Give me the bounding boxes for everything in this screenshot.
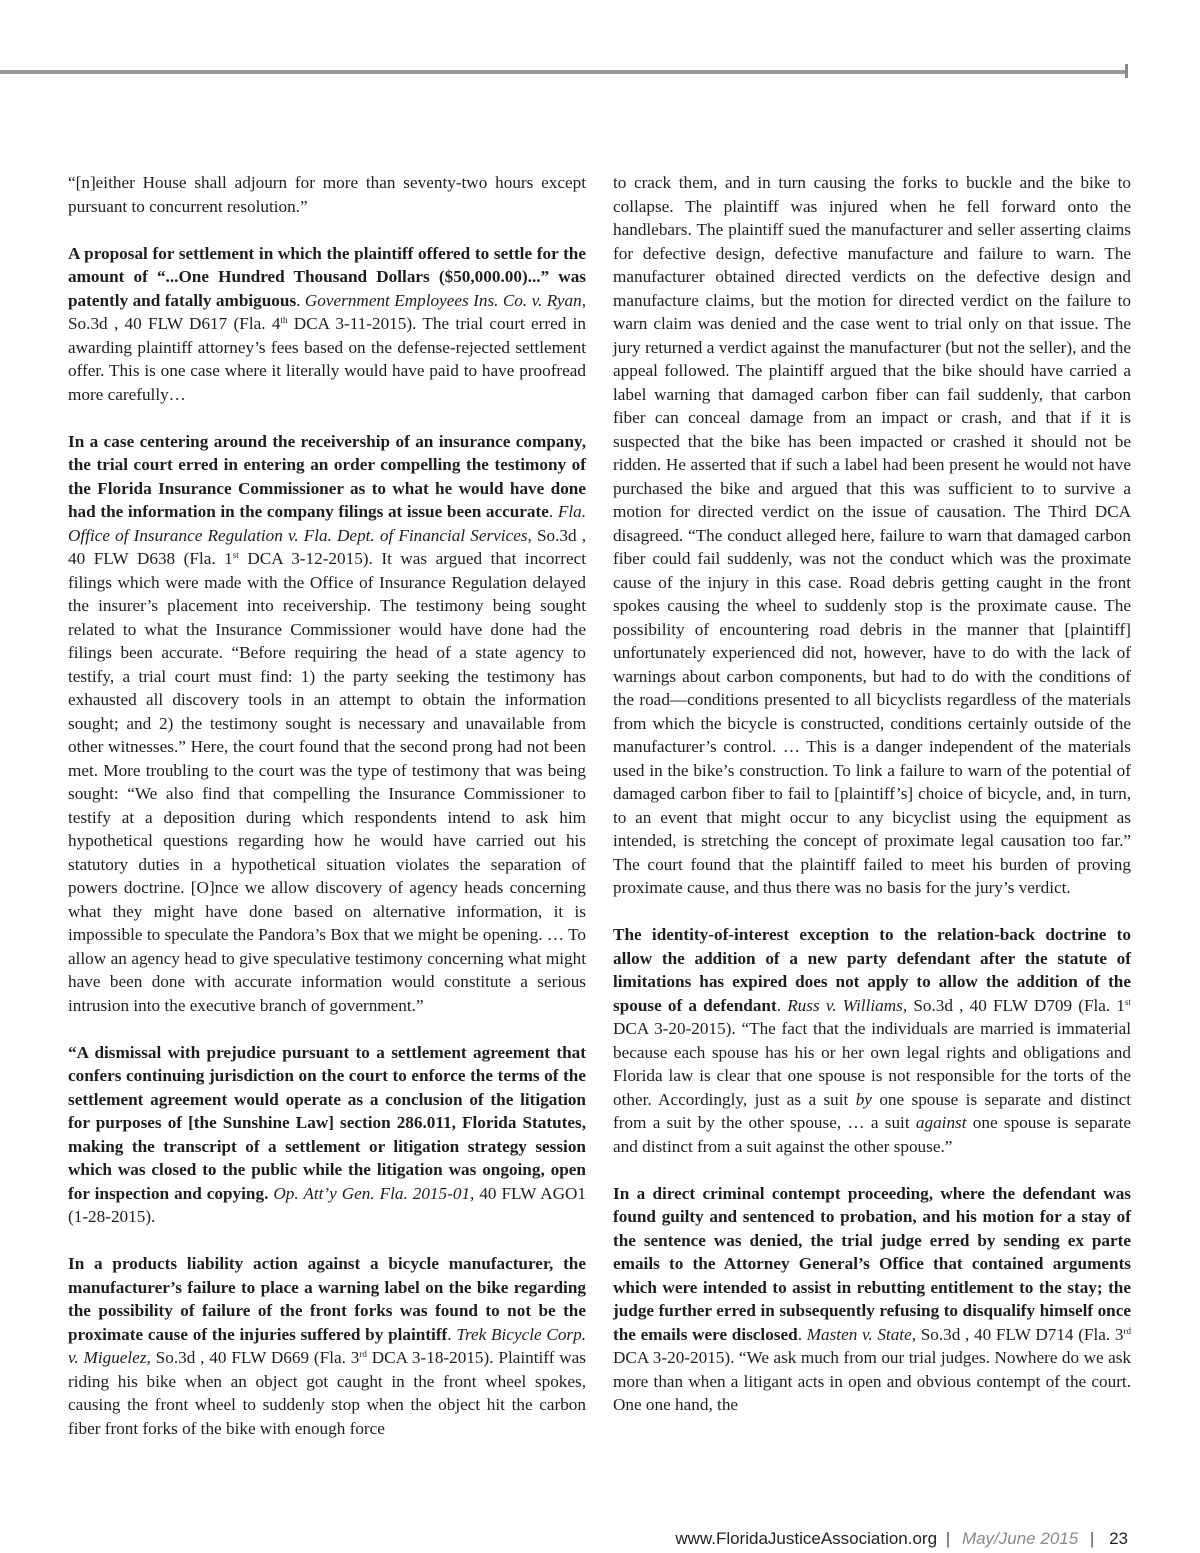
ordinal-suffix: rd (359, 1349, 367, 1359)
body-text: , So.3d , 40 FLW D617 (Fla. 4 (68, 290, 586, 333)
header-rule (0, 70, 1127, 74)
article-paragraph (613, 171, 1131, 900)
footer-separator: | (1089, 1529, 1095, 1548)
page-number: 23 (1109, 1529, 1128, 1548)
body-text: DCA 3-18-2015). Plaintiff was riding his bike when an object got caught in the front wheel spokes, causing the front wheel to suddenly stop when the object hit the carbon fiber front forks of the bike with enough force (68, 1348, 586, 1438)
holding-summary: In a products liability action against a bicycle manufacturer, the manufacturer’s failure to place a warning label on the bike regarding the possibility of failure of the front forks was found to not be the proximate cause of the injuries suffered by plaintiff (68, 1254, 586, 1344)
ordinal-suffix: th (280, 315, 288, 325)
article-paragraph (68, 242, 586, 407)
body-text: . (548, 502, 558, 521)
body-text: . (776, 995, 788, 1015)
holding-summary: “A dismissal with prejudice pursuant to a settlement agreement that confers continuing jurisdiction on the court to enforce the terms of the settlement agreement would operate as a conclusion of the litigation for purposes of [the Sunshine Law] section 286.011, Florida Statutes, making the transcript of a settlement or litigation strategy session which was closed to the public while the litigation was ongoing, open for inspection and copying. (68, 1042, 586, 1203)
holding-summary: The identity-of-interest exception to the relation-back doctrine to allow the addition of a new party defendant after the statute of limitations has expired does not apply to allow the addition of the spouse of a defendant (613, 925, 1131, 1015)
body-text: , So.3d , 40 FLW D714 (Fla. 3 (911, 1324, 1124, 1344)
article-paragraph (68, 430, 586, 1018)
ordinal-suffix: st (1124, 996, 1131, 1007)
holding-summary: A proposal for settlement in which the plaintiff offered to settle for the amount of “...One Hundred Thousand Dollars ($50,000.00)...” was patently and fatally ambiguous (68, 243, 586, 310)
body-text: one spouse is separate and distinct from a suit by the other spouse, … a suit (613, 1089, 1131, 1132)
body-text: 40 FLW AGO1 (1-28-2015). (68, 1183, 587, 1226)
case-citation: against (915, 1113, 967, 1132)
holding-summary: In a direct criminal contempt proceeding, where the defendant was found guilty and sentenced to probation, and his motion for a stay of the sentence was denied, the trial judge erred by sending ex parte emails to the Attorney General’s Office that contained arguments which were intended to assist in rebutting entitlement to the stay; the judge further erred in subsequently refusing to disqualify himself once the emails were disclosed (613, 1183, 1131, 1344)
article-paragraph (613, 923, 1131, 1158)
body-text: . (296, 290, 305, 310)
article-paragraph (68, 171, 586, 218)
body-text: DCA 3-12-2015). It was argued that incorrect filings which were made with the Office of Insurance Regulation delayed the insurer’s placement into receivership. The testimony being sought related to what the Insurance Commissioner would have done had the filings been accurate. “Before requiring the head of a state agency to testify, a trial court must find: 1) the party seeking the testimony has exhausted all discovery tools in an attempt to obtain the information sought; and 2) the testimony sought is necessary and unavailable from other witnesses.” Here, the court found that the second prong had not been met. More troubling to the court was the type of testimony that was being sought: “We also find that compelling the Insurance Commissioner to testify at a deposition during which respondents intend to ask him hypothetical questions regarding how he would have carried out his statutory duties in a hypothetical situation violates the separation of powers doctrine. [O]nce we allow discovery of agency heads concerning what they might have done based on alternative information, it is impossible to speculate the Pandora’s Box that we might be opening. … To allow an agency head to give speculative testimony concerning what might have been done with accurate information would constitute a serious intrusion into the executive branch of government.” (68, 549, 586, 1015)
header-rule-endcap (1125, 64, 1128, 78)
body-text: , So.3d , 40 FLW D709 (Fla. 1 (902, 995, 1125, 1015)
footer-website: www.FloridaJusticeAssociation.org (675, 1529, 938, 1548)
body-text: , So.3d , 40 FLW D638 (Fla. 1 (68, 525, 587, 568)
body-text: , So.3d , 40 FLW D669 (Fla. 3 (146, 1348, 360, 1367)
case-citation: Masten v. State (806, 1324, 912, 1344)
case-citation: Russ v. Williams (787, 995, 903, 1015)
left-column (68, 171, 586, 1440)
right-column (613, 171, 1131, 1417)
body-text: DCA 3-20-2015). “The fact that the individuals are married is immaterial because each spouse has his or her own legal rights and obligations and Florida law is clear that one spouse is not responsible for the torts of the other. Accordingly, just as a suit (613, 1019, 1131, 1109)
case-citation: Fla. Office of Insurance Regulation v. Fla. Dept. of Financial Services (68, 502, 587, 545)
body-text: . (797, 1324, 807, 1344)
case-citation: Trek Bicycle Corp. v. Miguelez (68, 1324, 586, 1367)
article-paragraph (68, 1041, 586, 1229)
ordinal-suffix: rd (1123, 1325, 1131, 1336)
page-footer (675, 1529, 1128, 1549)
case-citation: Government Employees Ins. Co. v. Ryan (304, 290, 582, 310)
article-paragraph (613, 1182, 1131, 1417)
body-text: one spouse is separate and distinct from a suit against the other spouse.” (613, 1113, 1131, 1156)
holding-summary: In a case centering around the receivership of an insurance company, the trial court erred in entering an order compelling the testimony of the Florida Insurance Commissioner as to what he would have done had the information in the company filings at issue been accurate (68, 431, 586, 521)
body-text: . (447, 1324, 457, 1344)
body-text: DCA 3-20-2015). “We ask much from our trial judges. Nowhere do we ask more than when a litigant acts in open and obvious contempt of the court. One one hand, the (613, 1348, 1131, 1414)
ordinal-suffix: st (232, 550, 239, 560)
body-text: DCA 3-11-2015). The trial court erred in awarding plaintiff attorney’s fees based on the defense-rejected settlement offer. This is one case where it literally would have paid to have proofread more carefully… (68, 314, 586, 404)
footer-issue-date: May/June 2015 (961, 1529, 1079, 1548)
case-citation: Op. Att’y Gen. Fla. 2015-01, (273, 1183, 475, 1203)
body-text: “[n]either House shall adjourn for more than seventy-two hours except pursuant to concurrent resolution.” (68, 173, 586, 216)
footer-separator: | (945, 1529, 951, 1548)
article-paragraph (68, 1252, 586, 1440)
case-citation: by (855, 1089, 872, 1109)
body-text: to crack them, and in turn causing the forks to buckle and the bike to collapse. The plaintiff was injured when he fell forward onto the handlebars. The plaintiff sued the manufacturer and seller asserting claims for defective design, defective manufacture and failure to warn. The manufacturer obtained directed verdicts on the defective design and manufacture claims, but the motion for directed verdict on the failure to warn claim was denied and the case went to trial only on that issue. The jury returned a verdict against the manufacturer (but not the seller), and the appeal followed. The plaintiff argued that the bike should have carried a label warning that damaged carbon fiber can fail suddenly, that carbon fiber can conceal damage from an impact or crash, and that if it is suspected that the bike has been impacted or crashed it should not be ridden. He asserted that if such a label had been present he would not have purchased the bike and argued that this was sufficient to to survive a motion for directed verdict on the issue of causation. The Third DCA disagreed. “The conduct alleged here, failure to warn that damaged carbon fiber could fail suddenly, was not the conduct which was the proximate cause of the injury in this case. Road debris getting caught in the front spokes causing the wheel to suddenly stop is the proximate cause. The possibility of encountering road debris in the manner that [plaintiff] unfortunately experienced did not, however, have to do with the lack of warnings about carbon components, but had to do with the conditions of the road—conditions presented to all bicyclists regardless of the materials from which the bicycle is constructed, conditions certainly outside of the manufacturer’s control. … This is a danger independent of the materials used in the bike’s construction. To link a failure to warn of the potential of damaged carbon fiber to fail to [plaintiff’s] choice of bicycle, and, in turn, to an event that might occur to any bicyclist using the equipment as intended, is stretching the concept of proximate legal causation too far.” The court found that the plaintiff failed to meet his burden of proving proximate cause, and thus there was no basis for the jury’s verdict. (613, 173, 1131, 897)
